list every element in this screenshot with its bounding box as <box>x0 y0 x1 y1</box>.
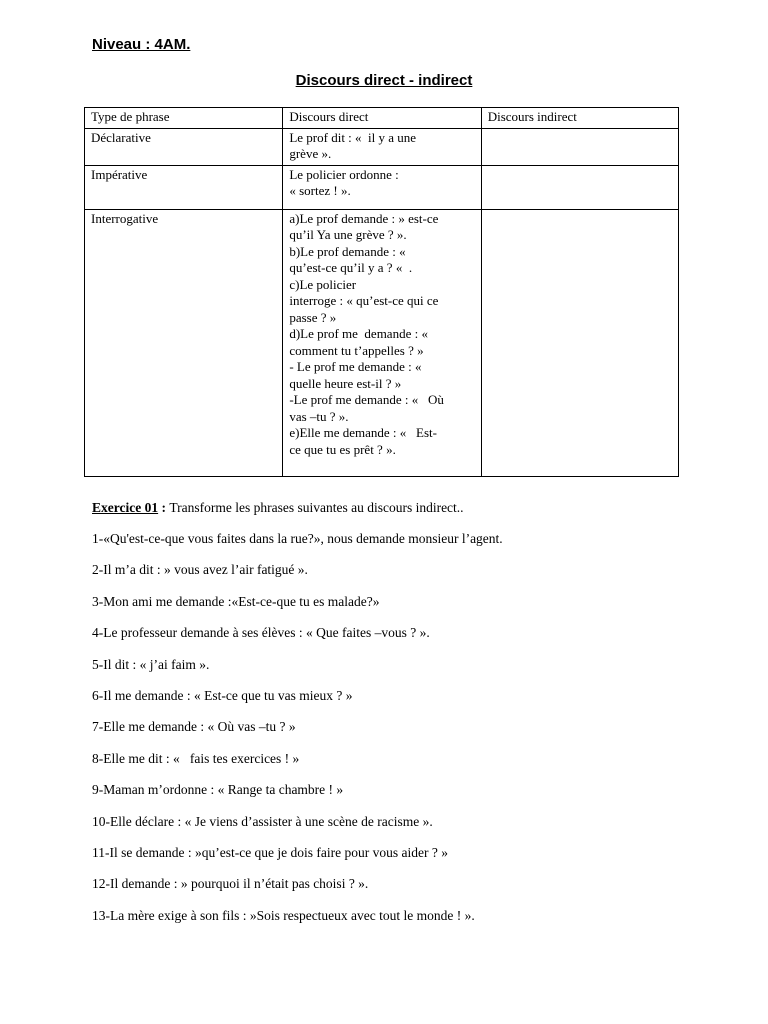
header-indirect: Discours indirect <box>481 108 678 129</box>
sentence-types-table <box>84 107 679 477</box>
level-heading: Niveau : 4AM. <box>92 36 191 53</box>
direct-line: interroge : « qu’est-ce qui ce <box>289 293 439 308</box>
exercise-item: 3-Mon ami me demande :«Est-ce-que tu es malade?» <box>92 593 380 609</box>
exercise-item: 12-Il demande : » pourquoi il n’était pas choisi ? ». <box>92 876 369 892</box>
exercise-item: 2-Il m’a dit : » vous avez l’air fatigué ». <box>92 562 308 578</box>
type-cell: Interrogative <box>85 209 283 476</box>
direct-line: e)Elle me demande : « Est- <box>289 425 437 440</box>
direct-line: b)Le prof demande : « <box>289 243 406 259</box>
direct-cell <box>283 165 481 209</box>
page-title: Discours direct - indirect <box>295 72 473 89</box>
direct-line: qu’est-ce qu’il y a ? « . <box>289 260 413 275</box>
table-header-row <box>85 108 679 129</box>
direct-line: quelle heure est-il ? » <box>289 375 402 391</box>
direct-cell <box>283 209 481 476</box>
direct-line: comment tu t’appelles ? » <box>289 342 424 358</box>
exercise-item: 5-Il dit : « j’ai faim ». <box>92 656 210 672</box>
direct-line: Le policier ordonne : <box>289 166 399 182</box>
exercise-item: 11-Il se demande : »qu’est-ce que je dois faire pour vous aider ? » <box>92 844 448 860</box>
direct-line: qu’il Ya une grève ? ». <box>289 227 407 242</box>
exercise-label: Exercice 01 <box>92 500 159 515</box>
exercise-instruction: Transforme les phrases suivantes au discours indirect.. <box>169 500 464 515</box>
direct-line: c)Le policier <box>289 276 357 292</box>
direct-line: « sortez ! ». <box>289 183 351 198</box>
direct-line: -Le prof me demande : « Où <box>289 392 444 407</box>
exercise-item: 9-Maman m’ordonne : « Range ta chambre ! » <box>92 782 344 798</box>
table-row <box>85 128 679 165</box>
exercise-item: 13-La mère exige à son fils : »Sois respectueux avec tout le monde ! ». <box>92 907 475 923</box>
direct-line: d)Le prof me demande : « <box>289 326 428 341</box>
exercise-item: 7-Elle me demande : « Où vas –tu ? » <box>92 719 296 735</box>
exercise-heading <box>92 500 712 531</box>
direct-line: grève ». <box>289 146 332 161</box>
direct-line: Le prof dit : « il y a une <box>289 129 417 145</box>
indirect-cell <box>481 209 678 476</box>
exercise-item: 10-Elle déclare : « Je viens d’assister à une scène de racisme ». <box>92 813 433 829</box>
exercise-item: 6-Il me demande : « Est-ce que tu vas mieux ? » <box>92 687 353 703</box>
indirect-cell <box>481 165 678 209</box>
table-row <box>85 165 679 209</box>
type-cell: Déclarative <box>85 128 283 165</box>
header-type: Type de phrase <box>85 108 283 129</box>
direct-cell <box>283 128 481 165</box>
direct-line: passe ? » <box>289 309 337 325</box>
type-cell: Impérative <box>85 165 283 209</box>
table-row <box>85 209 679 476</box>
direct-line: ce que tu es prêt ? ». <box>289 441 396 457</box>
exercise-item: 8-Elle me dit : « fais tes exercices ! » <box>92 750 300 766</box>
direct-line: - Le prof me demande : « <box>289 359 422 374</box>
exercise-section <box>92 500 712 939</box>
direct-line: a)Le prof demande : » est-ce <box>289 210 439 226</box>
exercise-colon: : <box>158 500 170 515</box>
exercise-item: 4-Le professeur demande à ses élèves : « Que faites –vous ? ». <box>92 625 430 641</box>
exercise-item: 1-«Qu'est-ce-que vous faites dans la rue?», nous demande monsieur l’agent. <box>92 531 503 546</box>
direct-line: vas –tu ? ». <box>289 408 349 424</box>
header-direct: Discours direct <box>283 108 481 129</box>
indirect-cell <box>481 128 678 165</box>
